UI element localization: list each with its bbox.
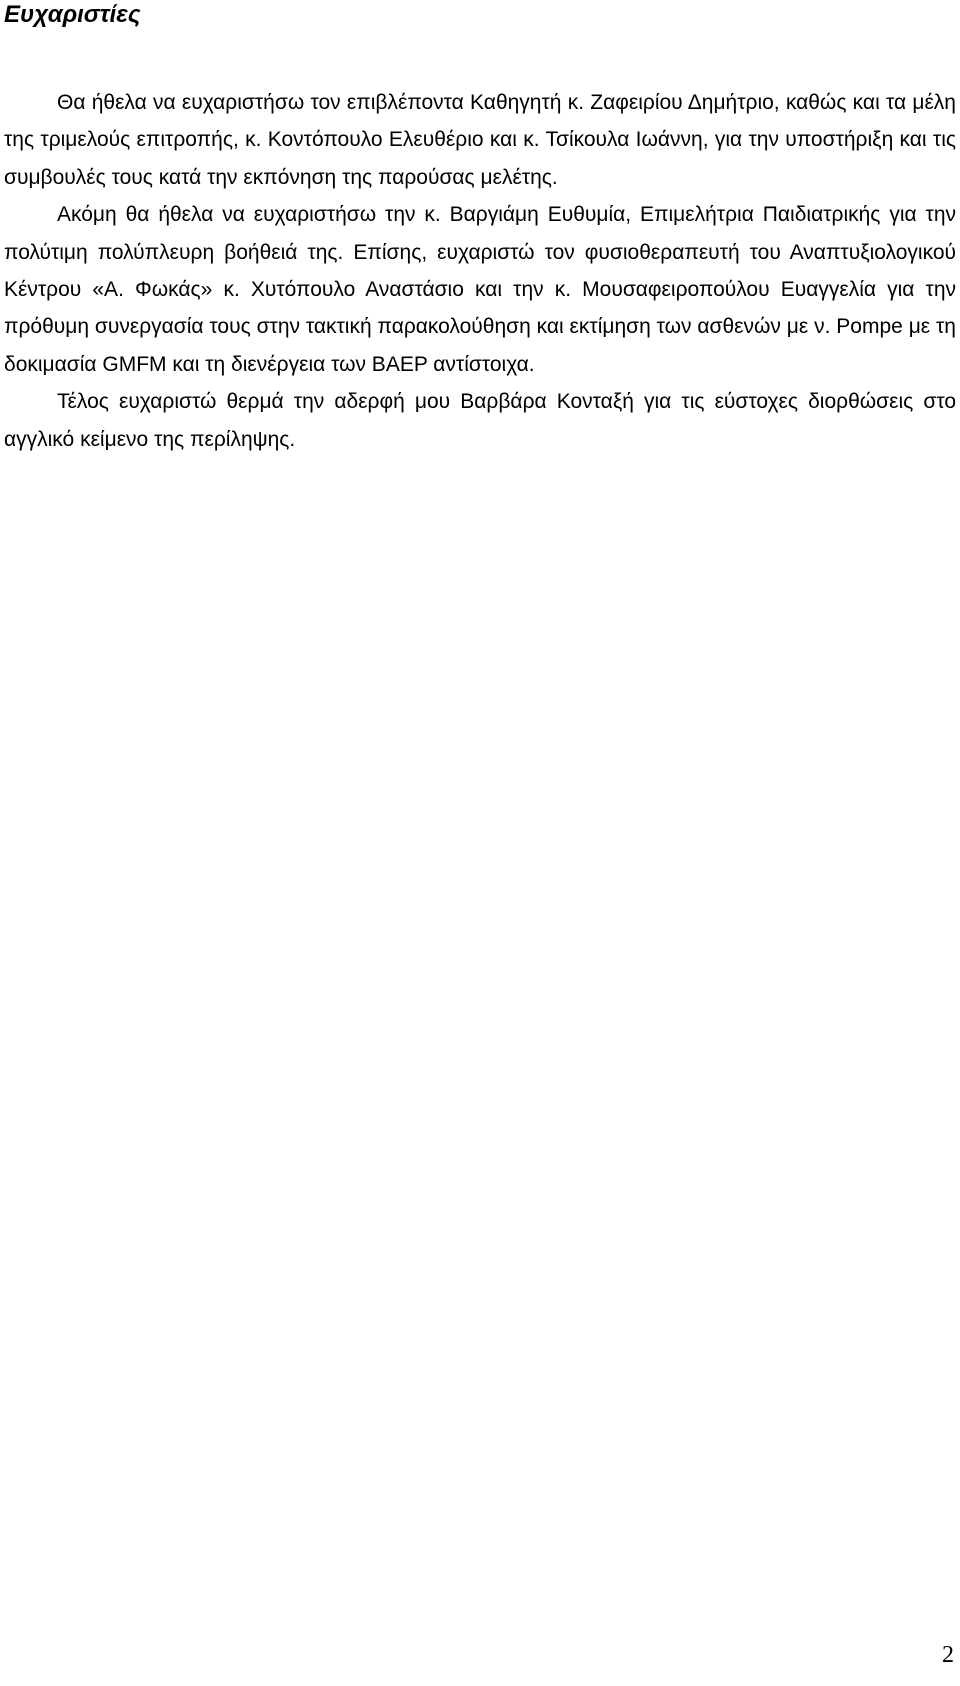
acknowledgements-body <box>4 84 956 458</box>
paragraph-family: Τέλος ευχαριστώ θερμά την αδερφή μου Βαρβάρα Κονταξή για τις εύστοχες διορθώσεις στο αγγλικό κείμενο της περίληψης. <box>4 390 956 451</box>
paragraph-advisors: Θα ήθελα να ευχαριστήσω τον επιβλέποντα Καθηγητή κ. Ζαφειρίου Δημήτριο, καθώς και τα μέλη της τριμελούς επιτροπής, κ. Κοντόπουλο Ελευθέριο και κ. Τσίκουλα Ιωάννη, για την υποστήριξη και τις συμβουλές τους κατά την εκπόνηση της παρούσας μελέτης. <box>4 91 956 189</box>
page-number: 2 <box>942 1642 954 1668</box>
paragraph-collaborators: Ακόμη θα ήθελα να ευχαριστήσω την κ. Βαργιάμη Ευθυμία, Επιμελήτρια Παιδιατρικής για την πολύτιμη πολύπλευρη βοήθειά της. Επίσης, ευχαριστώ τον φυσιοθεραπευτή του Αναπτυξιολογικού Κέντρου «Α. Φωκάς» κ. Χυτόπουλο Αναστάσιο και την κ. Μουσαφειροπούλου Ευαγγελία για την πρόθυμη συνεργασία τους στην τακτική παρακολούθηση και εκτίμηση των ασθενών με ν. Pompe με τη δοκιμασία GMFM και τη διενέργεια των ΒΑΕΡ αντίστοιχα. <box>4 203 956 376</box>
page-heading: Ευχαριστίες <box>4 1 141 28</box>
